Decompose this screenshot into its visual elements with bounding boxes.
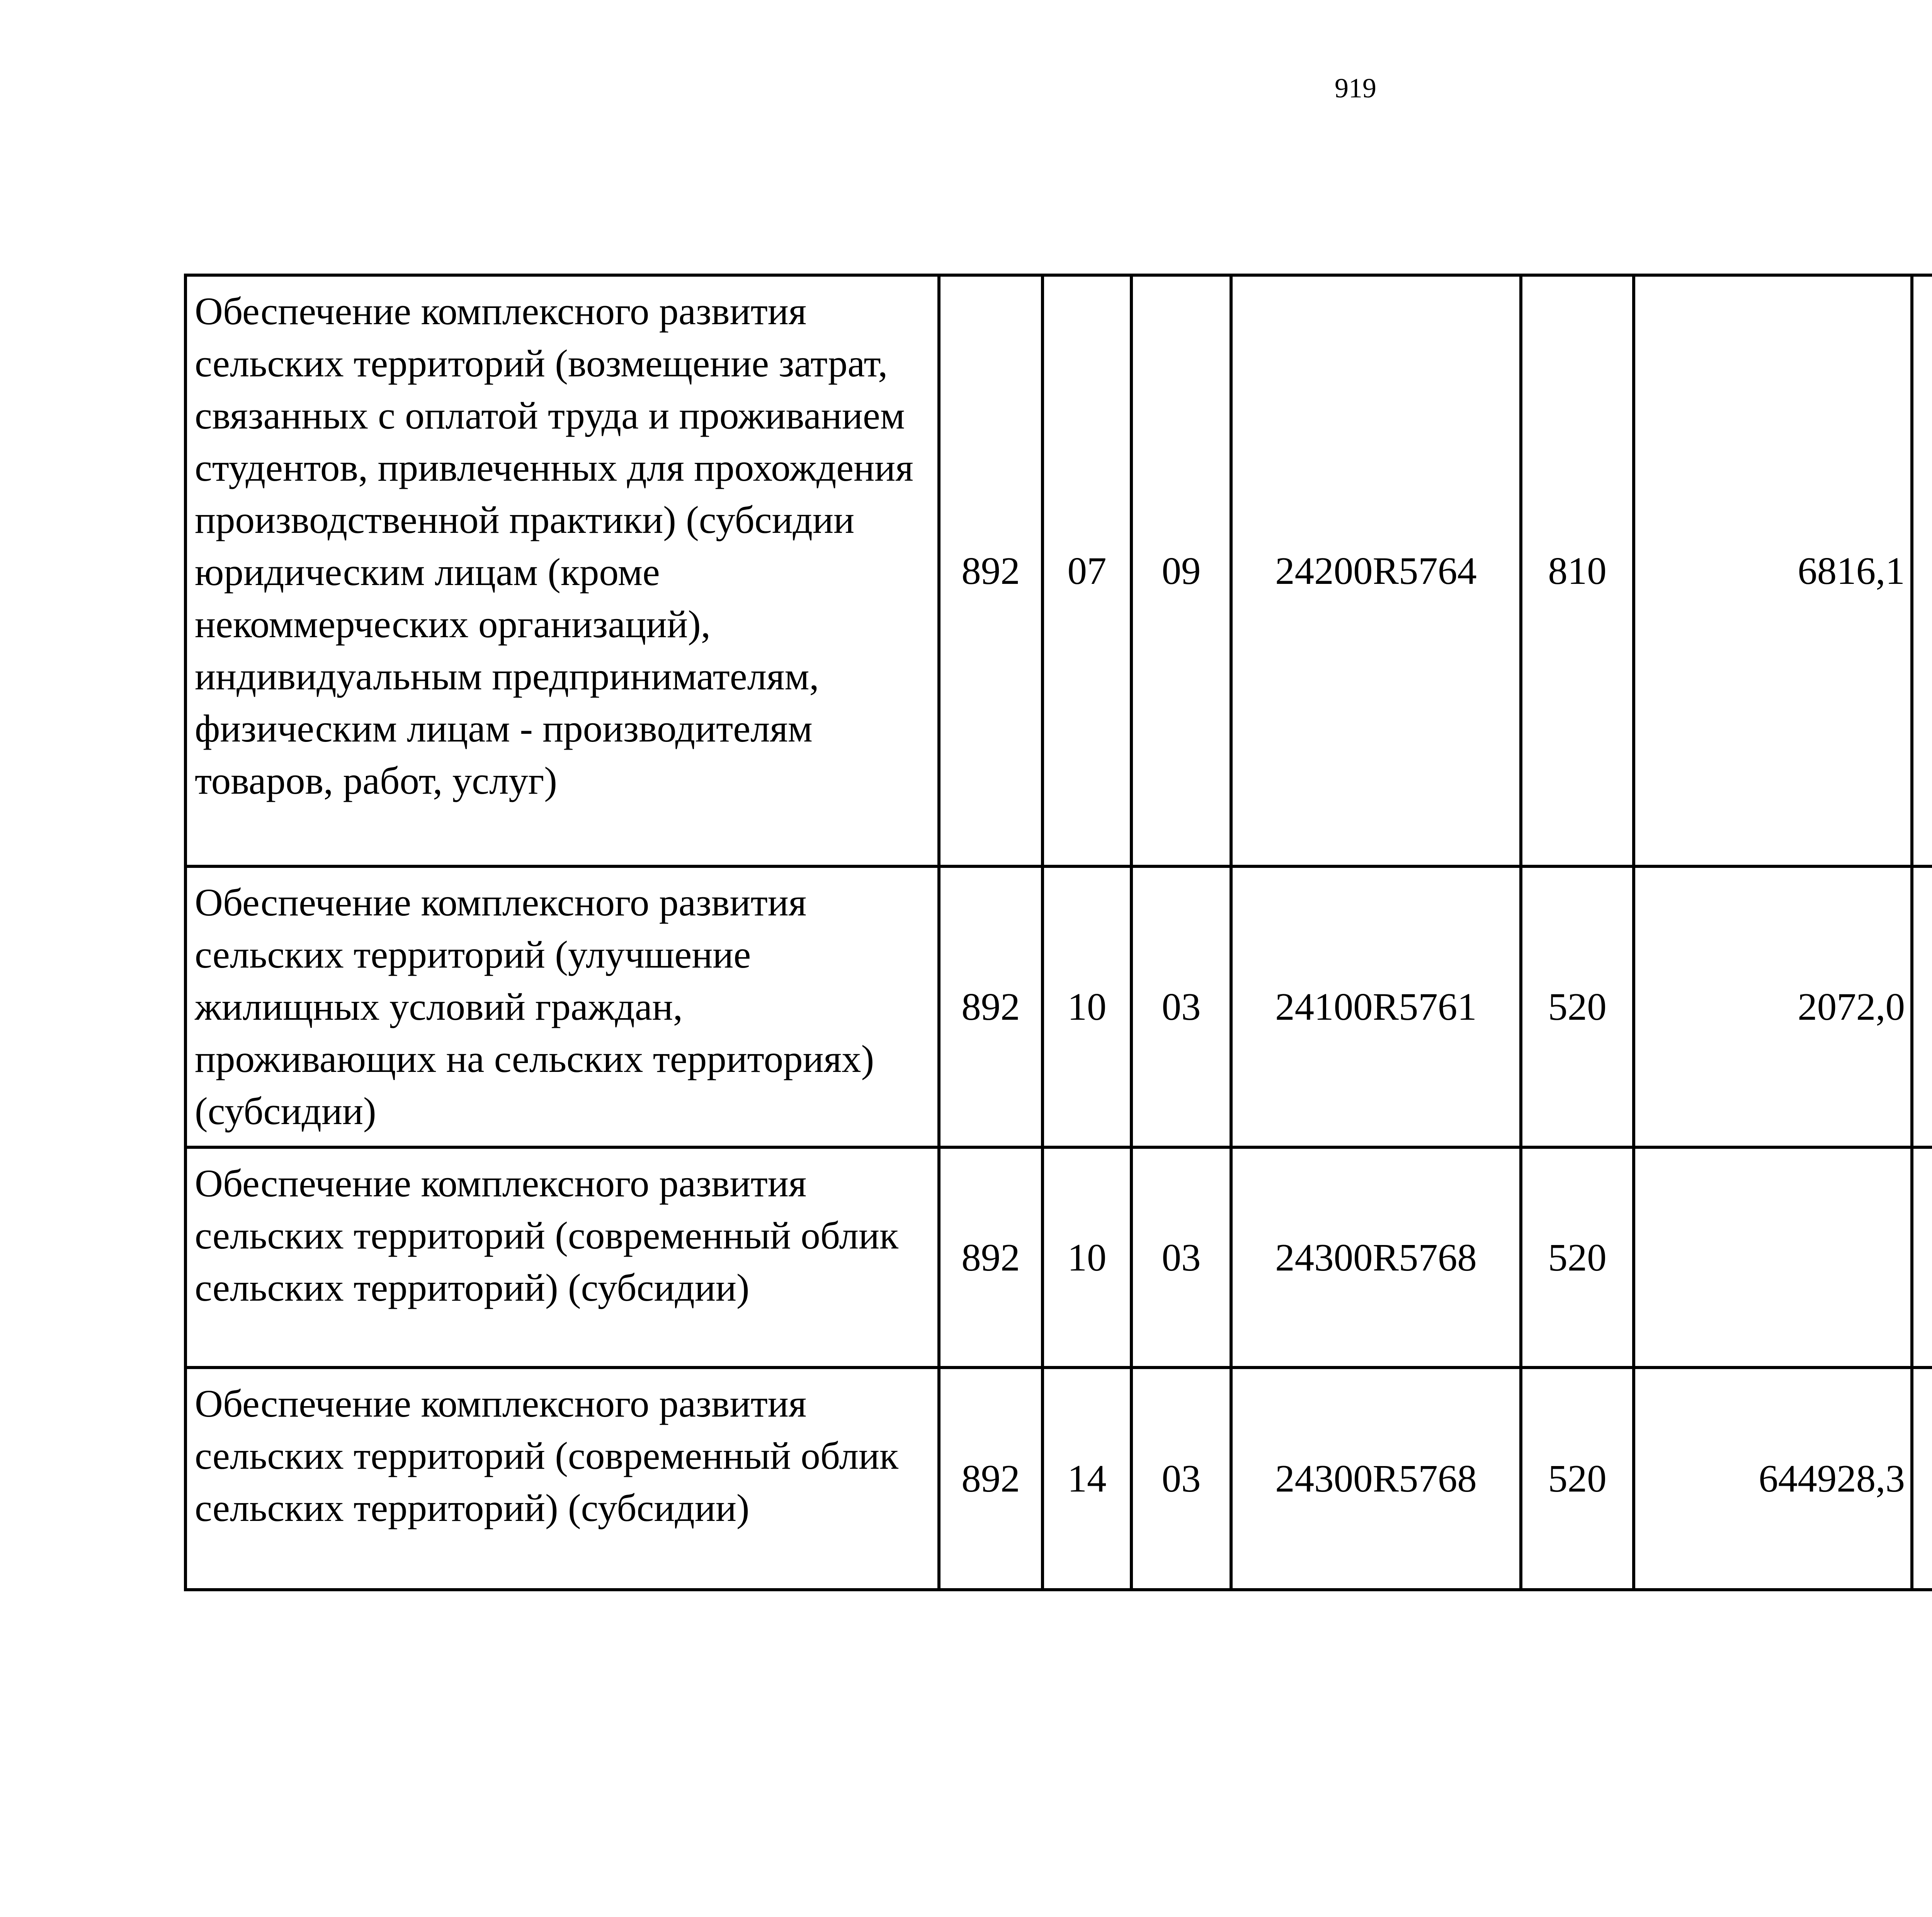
table-row: [185, 866, 1932, 1147]
row-description: Обеспечение комплексного развития сельских территорий (современный облик сельских территорий) (субсидии): [185, 1147, 939, 1368]
table-row: [185, 1147, 1932, 1368]
amount-year-1: [1634, 1147, 1912, 1368]
row-description: Обеспечение комплексного развития сельских территорий (современный облик сельских территорий) (субсидии): [185, 1368, 939, 1590]
ministry-code: 892: [939, 1368, 1043, 1590]
target-article-code: 24300R5768: [1231, 1368, 1521, 1590]
section-code: 14: [1043, 1368, 1131, 1590]
section-code: 10: [1043, 866, 1131, 1147]
target-article-code: 24100R5761: [1231, 866, 1521, 1147]
budget-table: [184, 274, 1932, 1591]
subsection-code: 03: [1131, 1147, 1231, 1368]
table-row: [185, 275, 1932, 866]
table-row: [185, 1368, 1932, 1590]
amount-year-1: 2072,0: [1634, 866, 1912, 1147]
ministry-code: 892: [939, 275, 1043, 866]
section-code: 07: [1043, 275, 1131, 866]
amount-year-2: [1912, 1147, 1932, 1368]
section-code: 10: [1043, 1147, 1131, 1368]
row-description: Обеспечение комплексного развития сельских территорий (улучшение жилищных условий граждан, проживающих на сельских территориях) (субсидии): [185, 866, 939, 1147]
amount-year-2: [1912, 866, 1932, 1147]
subsection-code: 03: [1131, 1368, 1231, 1590]
expense-type-code: 520: [1521, 866, 1634, 1147]
amount-year-1: 644928,3: [1634, 1368, 1912, 1590]
expense-type-code: 810: [1521, 275, 1634, 866]
target-article-code: 24300R5768: [1231, 1147, 1521, 1368]
target-article-code: 24200R5764: [1231, 275, 1521, 866]
row-description: Обеспечение комплексного развития сельских территорий (возмещение затрат, связанных с оплатой труда и проживанием студентов, привлеченных для прохождения производственной практики) (субсидии юридическим лицам (кроме некоммерческих организаций), индивидуальным предпринимателям, физическим лицам - производителям товаров, работ, услуг): [185, 275, 939, 866]
ministry-code: 892: [939, 1147, 1043, 1368]
subsection-code: 09: [1131, 275, 1231, 866]
subsection-code: 03: [1131, 866, 1231, 1147]
amount-year-1: 6816,1: [1634, 275, 1912, 866]
amount-year-2: [1912, 275, 1932, 866]
expense-type-code: 520: [1521, 1368, 1634, 1590]
page-number: 919: [1335, 73, 1376, 104]
amount-year-2: [1912, 1368, 1932, 1590]
ministry-code: 892: [939, 866, 1043, 1147]
expense-type-code: 520: [1521, 1147, 1634, 1368]
